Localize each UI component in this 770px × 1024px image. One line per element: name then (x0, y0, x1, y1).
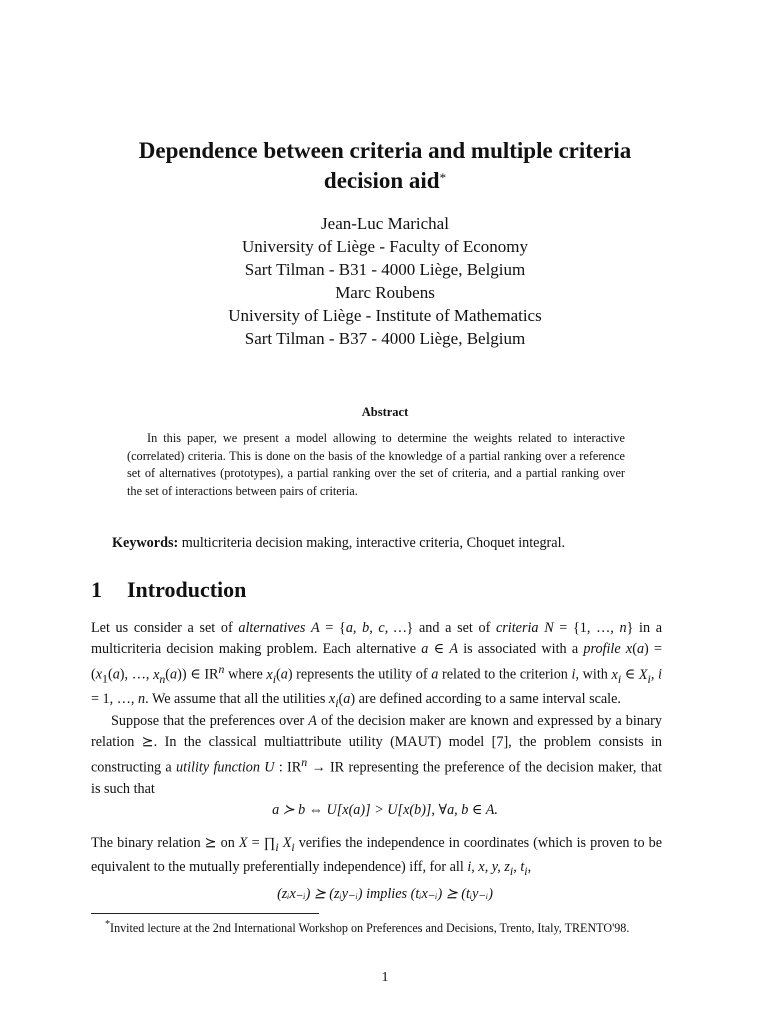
intro-paragraph-3: The binary relation ⪰ on $X = \prod_i$ $X_i$ verifies the independence in coordinates (which is proven to be equivalent to the mutually preferentially independence) iff, for all i, x, y, $z_i$, $t_i$, (91, 835, 663, 879)
title-footnote-mark: * (439, 170, 447, 185)
author-name: Marc Roubens (335, 283, 435, 302)
footnote-rule (91, 913, 319, 914)
author-affiliation: University of Liège - Faculty of Economy (241, 237, 529, 256)
footnote-text: Invited lecture at the 2nd International Workshop on Preferences and Decisions, Trento, Italy, TRENTO'98. (110, 921, 630, 936)
author-address: Sart Tilman - B31 - 4000 Liège, Belgium (244, 260, 526, 279)
abstract-body: In this paper, we present a model allowing to determine the weights related to interactive (correlated) criteria. This is done on the basis of the knowledge of a partial ranking over a reference set of alternatives (prototypes), a partial ranking over the set of criteria, and a partial ranking over the set of interactions between pairs of criteria. (127, 431, 625, 498)
abstract-heading: Abstract (361, 405, 409, 419)
equation-independence: (zᵢx₋ᵢ) ⪰ (zᵢy₋ᵢ) implies (tᵢx₋ᵢ) ⪰ (tᵢy₋ᵢ) (277, 886, 493, 902)
intro-paragraph-1: Let us consider a set of alternatives A = {a, b, c, …} and a set of criteria N = {1, …, n} in a multicriteria decision making problem. Each alternative a ∈ A is associated with a profile $x(a) = (x_1(a)$, …, $x_n(a)$) ∈ $IR^n$ where $x_i(a)$ represents the utility of a related to the criterion i, with $x_i$ ∈ $X_i$, i = 1, …, n. We assume that all the utilities $x_i(a)$ are defined according to a same interval scale. (91, 620, 663, 711)
keywords-label: Keywords: (112, 535, 179, 551)
section-heading (91, 577, 246, 603)
author-affiliation: University of Liège - Institute of Mathematics (228, 306, 542, 325)
intro-paragraph-2: Suppose that the preferences over A of the decision maker are known and expressed by a binary relation ⪰. In the classical multiattribute utility (MAUT) model [7], the problem consists in constructing a utility function U : $IR^n$ → IR representing the preference of the decision maker, that is such that (91, 713, 662, 797)
paper-title: Dependence between criteria and multiple criteria decision aid* (138, 138, 632, 193)
equation-utility: a ≻ b ⇔ U[x(a)] > U[x(b)], ∀a, b ∈ A. (272, 802, 498, 818)
author-block (0, 212, 770, 350)
author-address: Sart Tilman - B37 - 4000 Liège, Belgium (244, 329, 526, 348)
keywords-text: multicriteria decision making, interactive criteria, Choquet integral. (181, 535, 566, 551)
keywords (112, 533, 672, 553)
footnote-mark: * (105, 919, 111, 930)
section-title: Introduction (127, 577, 247, 602)
page-number: 1 (381, 970, 389, 985)
section-number: 1 (91, 577, 102, 602)
footnote (91, 917, 662, 937)
author-name: Jean-Luc Marichal (321, 214, 449, 233)
